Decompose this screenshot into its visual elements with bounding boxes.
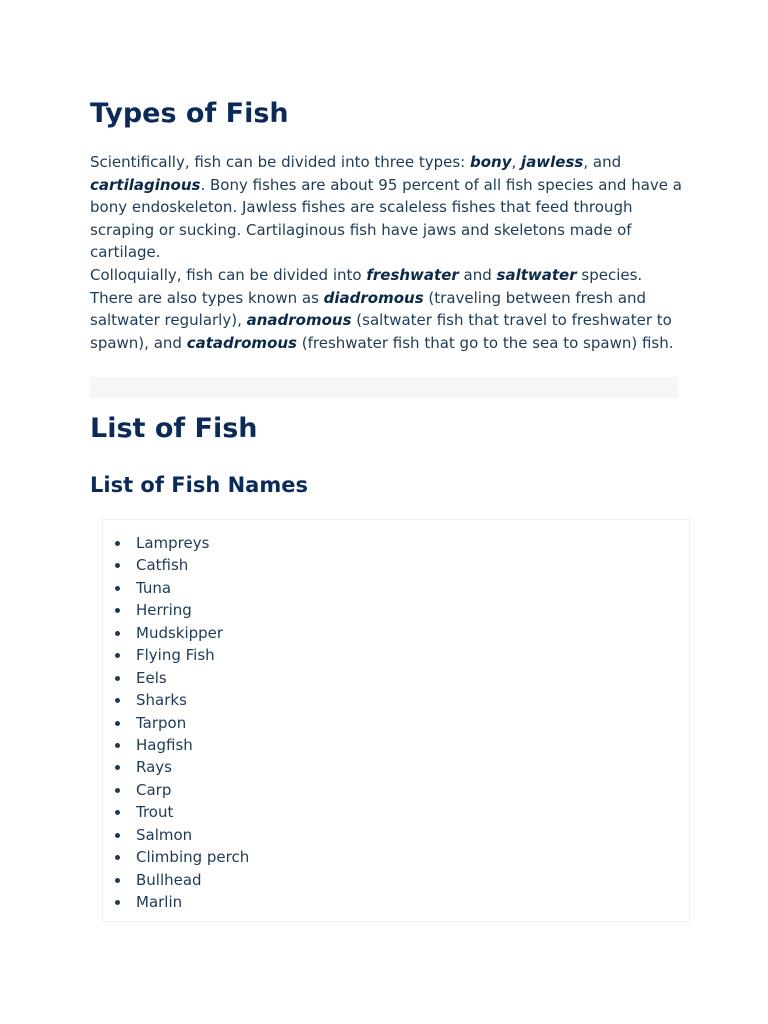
fish-name: Lampreys	[136, 534, 210, 552]
list-item	[103, 756, 249, 778]
paragraph-text: and	[458, 266, 497, 284]
fish-name: Marlin	[136, 893, 183, 911]
bullet-icon	[115, 833, 120, 838]
fish-name: Sharks	[136, 691, 187, 710]
bullet-icon	[115, 563, 120, 568]
bullet-icon	[115, 698, 120, 703]
keyword-cartilaginous: cartilaginous	[90, 175, 201, 194]
bullet-icon	[115, 676, 120, 681]
fish-name: Herring	[136, 601, 192, 620]
list-item	[103, 846, 249, 868]
bullet-icon	[115, 855, 120, 860]
paragraph-text: (saltwater fish that travel to freshwater to spawn), and	[90, 311, 672, 352]
list-item	[103, 689, 249, 711]
bullet-icon	[115, 765, 120, 770]
paragraph-text: (freshwater fish that go to the sea to spawn) fish.	[296, 333, 674, 352]
list-item	[103, 734, 249, 756]
bullet-icon	[115, 810, 120, 815]
fish-name: Salmon	[136, 825, 193, 844]
list-item	[103, 824, 249, 846]
list-item	[103, 801, 249, 823]
list-item	[103, 644, 249, 666]
list-of-fish-names-subheading: List of Fish Names	[90, 473, 308, 497]
list-item	[103, 667, 249, 689]
fish-name: Tarpon	[136, 713, 187, 732]
bullet-icon	[115, 900, 120, 905]
fish-name: Bullhead	[136, 870, 202, 889]
section-divider-band	[90, 377, 678, 398]
bullet-icon	[115, 586, 120, 591]
bullet-icon	[115, 743, 120, 748]
fish-name: Hagfish	[136, 735, 193, 754]
list-item	[103, 869, 249, 891]
keyword-saltwater: saltwater	[496, 266, 577, 284]
bullet-icon	[115, 653, 120, 658]
types-of-fish-heading: Types of Fish	[90, 98, 289, 129]
fish-name: Rays	[136, 758, 172, 777]
paragraph-text: . Bony fishes are about 95 percent of all fish species and have a bony endoskeleton. Jawless fishes are scaleless fishes that feed through scraping or sucking. Cartilaginous fish have jaws and skeletons made of cartilage.	[90, 175, 682, 262]
paragraph-text: (traveling between fresh and saltwater regularly),	[90, 288, 647, 330]
keyword-bony: bony	[470, 153, 512, 171]
fish-name: Tuna	[136, 578, 172, 597]
list-item	[103, 891, 249, 913]
keyword-anadromous: anadromous	[246, 311, 352, 330]
bullet-icon	[115, 541, 120, 546]
fish-names-box	[102, 519, 690, 922]
paragraph-text: species. There are also types known as	[90, 266, 643, 307]
bullet-icon	[115, 878, 120, 883]
bullet-icon	[115, 788, 120, 793]
paragraph-text: ,	[511, 153, 522, 171]
list-of-fish-heading: List of Fish	[90, 413, 258, 444]
list-item	[103, 532, 249, 554]
bullet-icon	[115, 608, 120, 613]
keyword-jawless: jawless	[521, 153, 584, 171]
bullet-icon	[115, 721, 120, 726]
keyword-diadromous: diadromous	[323, 288, 424, 307]
fish-name: Catfish	[136, 556, 189, 575]
fish-name: Trout	[136, 803, 174, 822]
bullet-icon	[115, 631, 120, 636]
list-item	[103, 622, 249, 644]
fish-name: Climbing perch	[136, 848, 250, 867]
paragraph-text: , and	[583, 153, 622, 171]
fish-name: Flying Fish	[136, 646, 215, 665]
keyword-freshwater: freshwater	[366, 266, 459, 284]
fish-types-paragraph	[90, 151, 682, 264]
fish-name: Eels	[136, 668, 167, 687]
list-item	[103, 779, 249, 801]
fish-name: Mudskipper	[136, 623, 224, 642]
list-item	[103, 577, 249, 599]
fish-name: Carp	[136, 780, 172, 799]
list-item	[103, 599, 249, 621]
keyword-catadromous: catadromous	[186, 333, 297, 352]
fish-habitat-paragraph	[90, 264, 682, 354]
paragraph-text: Scientifically, fish can be divided into three types:	[90, 153, 470, 171]
list-item	[103, 712, 249, 734]
fish-names-list	[103, 532, 249, 913]
list-item	[103, 554, 249, 576]
paragraph-text: Colloquially, fish can be divided into	[90, 266, 367, 284]
